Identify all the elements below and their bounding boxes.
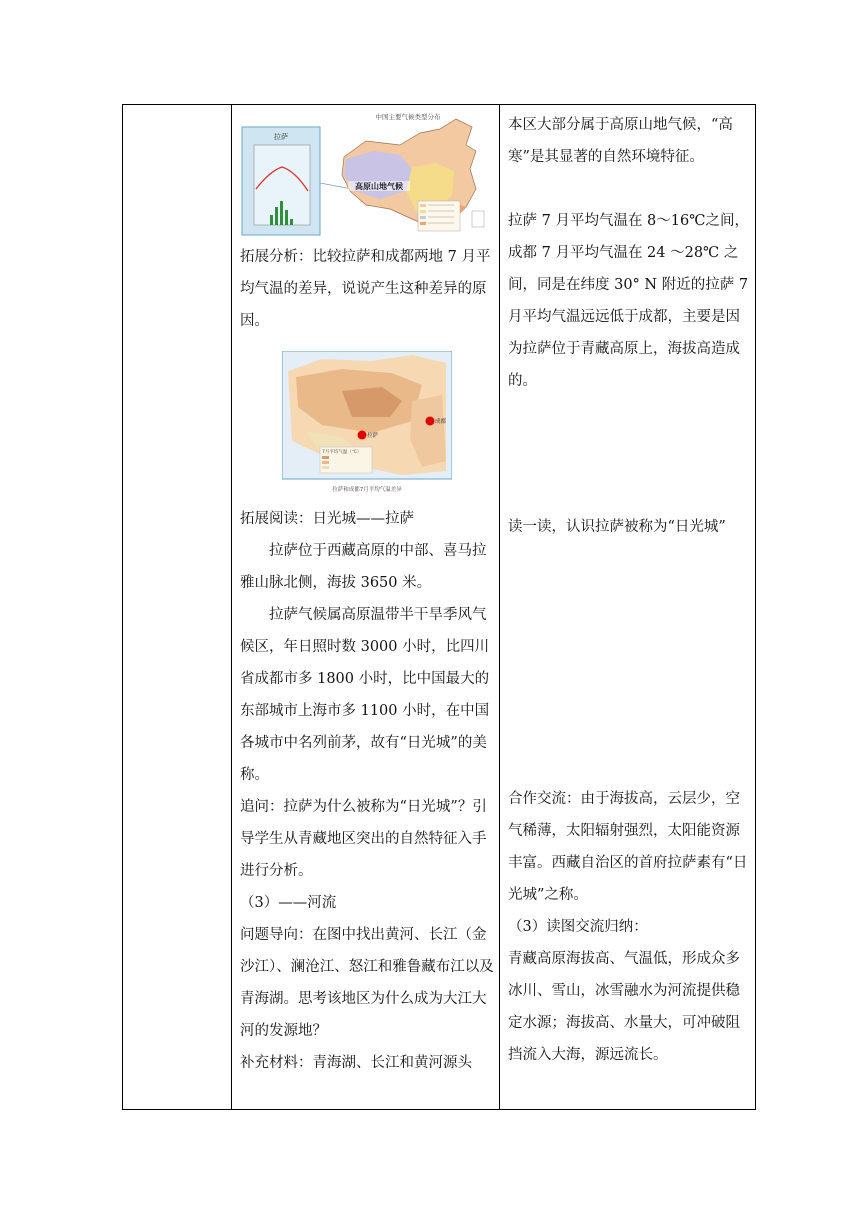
column-divider-2 — [499, 105, 500, 1109]
middle-column — [240, 105, 494, 1109]
climate-summary: 本区大部分属于高原山地气候，“高寒”是其显著的自然环境特征。 — [508, 117, 733, 165]
climate-type-label: 高原山地气候 — [355, 182, 403, 191]
follow-up-question: 追问：拉萨为什么被称为“日光城”？引导学生从青藏地区突出的自然特征入手进行分析。 — [240, 799, 487, 879]
right-text-block-3 — [508, 783, 752, 1071]
city-label-lhasa: 拉萨 — [367, 433, 379, 439]
temperature-comparison: 拉萨 7 月平均气温在 8～16℃之间，成都 7 月平均气温在 24 ～28℃ 之间，同是在纬度 30° N 附近的拉萨 7 月平均气温远远低于成都，主要是因为拉萨位于青藏高原上，海拔高造成的。 — [508, 213, 749, 389]
lhasa-climate-paragraph: 拉萨气候属高原温带半干旱季风气候区，年日照时数 3000 小时，比四川省成都市多 1800 小时，比中国最大的东部城市上海市多 1100 小时，在中国各城市中名列前茅，故有“日光城”的美称。 — [240, 607, 490, 783]
legend-title: 7月平均气温（℃） — [322, 450, 362, 455]
lesson-table — [122, 104, 756, 1110]
lhasa-climate-figure — [240, 111, 494, 239]
reading-prompt: 读一读，认识拉萨被称为“日光城” — [508, 519, 726, 535]
map-title: 中国主要气候类型分布 — [375, 113, 441, 121]
right-text-block-1 — [508, 109, 752, 397]
chart-title: 拉萨 — [274, 133, 288, 141]
middle-text-block-1 — [240, 241, 494, 337]
right-column — [508, 105, 752, 1109]
column-divider-1 — [231, 105, 232, 1109]
extension-reading-title: 拓展阅读：日光城——拉萨 — [240, 511, 414, 527]
right-text-block-2 — [508, 511, 752, 543]
river-source-explanation: 青藏高原海拔高、气温低，形成众多冰川、雪山，冰雪融水为河流提供稳定水源；海拔高、水量大，可冲破阻挡流入大海，源远流长。 — [508, 951, 740, 1063]
map-reading-summary-title: （3）读图交流归纳： — [508, 919, 648, 935]
supplementary-material: 补充材料：青海湖、长江和黄河源头 — [240, 1055, 472, 1071]
temperature-map-caption: 拉萨和成都7月平均气温差异 — [332, 487, 402, 493]
middle-text-block-2 — [240, 503, 494, 1079]
section-3-rivers: （3）——河流 — [240, 895, 337, 911]
lhasa-location-paragraph: 拉萨位于西藏高原的中部、喜马拉雅山脉北侧，海拔 3650 米。 — [240, 543, 487, 591]
july-temperature-map — [282, 351, 452, 495]
cooperative-discussion: 合作交流：由于海拔高，云层少，空气稀薄，太阳辐射强烈，太阳能资源丰富。西藏自治区的首府拉萨素有“日光城”之称。 — [508, 791, 748, 903]
left-column — [123, 105, 231, 1109]
city-label-chengdu: 成都 — [435, 419, 447, 425]
extension-analysis: 拓展分析：比较拉萨和成都两地 7 月平均气温的差异，说说产生这种差异的原因。 — [240, 249, 491, 329]
problem-guidance: 问题导向：在图中找出黄河、长江（金沙江）、澜沧江、怒江和雅鲁藏布江以及青海湖。思考该地区为什么成为大江大河的发源地？ — [240, 927, 494, 1039]
